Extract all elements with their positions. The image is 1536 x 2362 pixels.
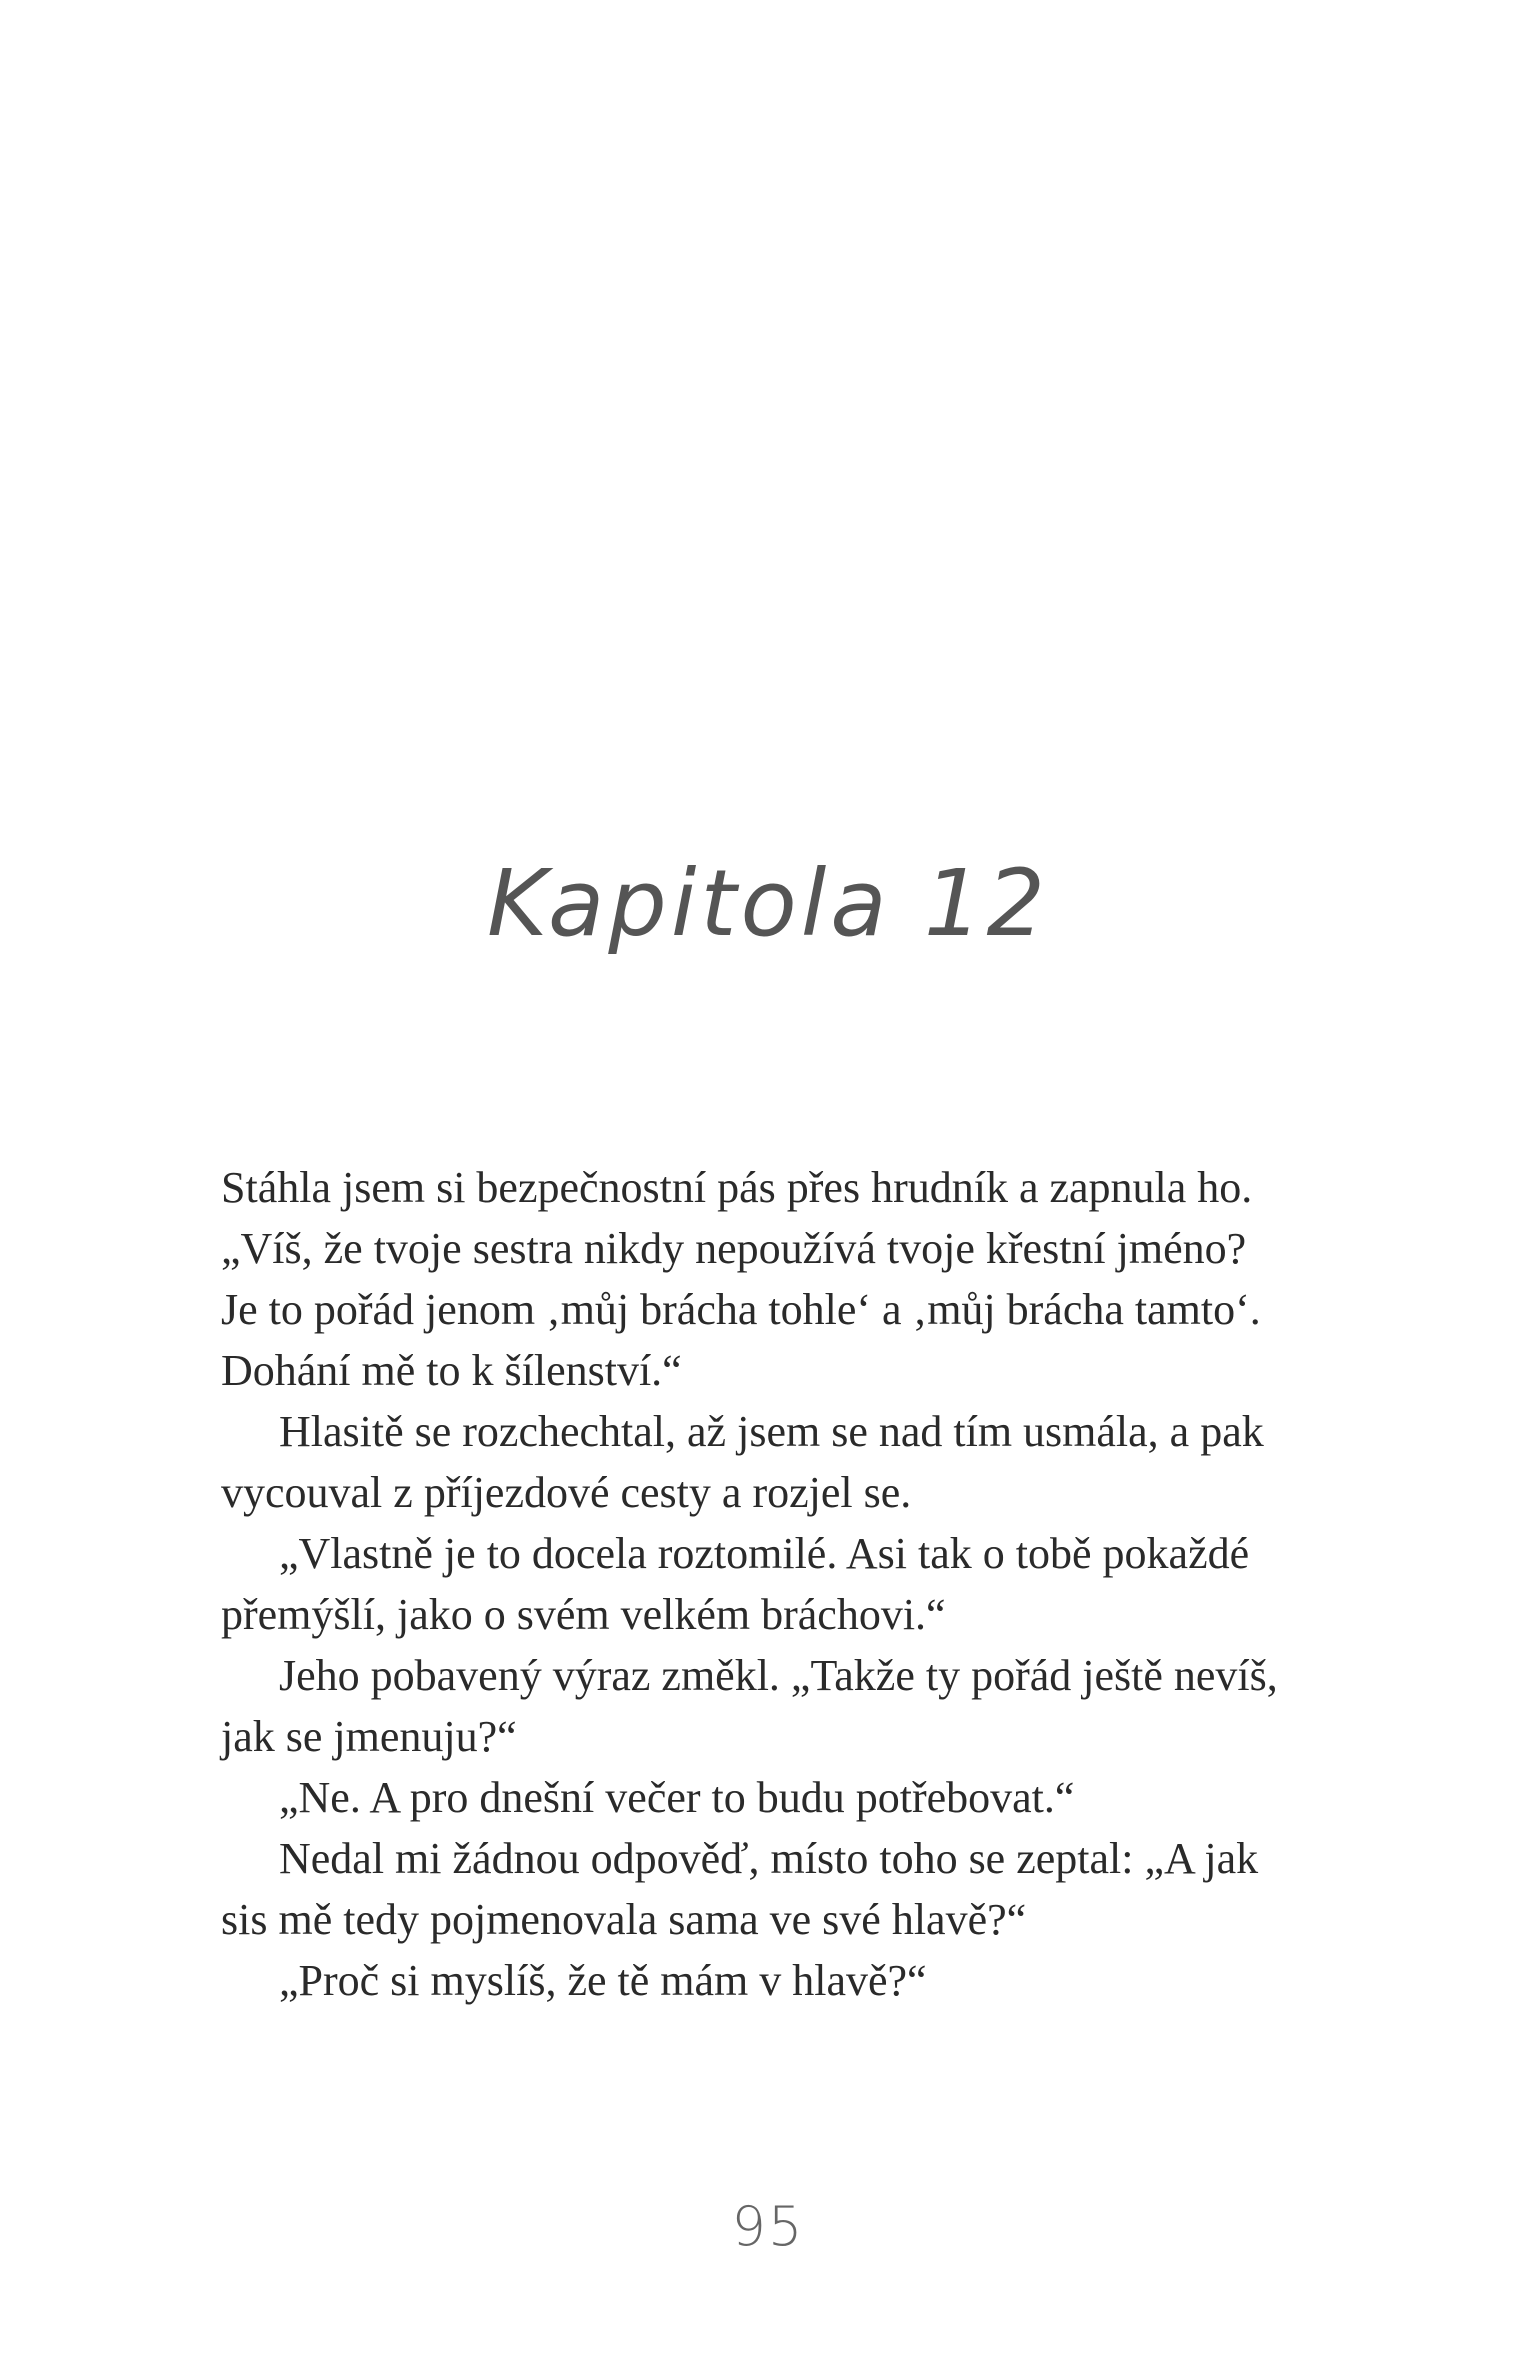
page-number: 95: [731, 2195, 805, 2258]
text-line: Hlasitě se rozchechtal, až jsem se nad tím usmála, a pak: [279, 1407, 1264, 1456]
text-line: „Ne. A pro dnešní večer to budu potřebovat.“: [279, 1773, 1075, 1822]
chapter-title: Kapitola 12: [487, 850, 1049, 957]
text-line: vycouval z příjezdové cesty a rozjel se.: [221, 1468, 912, 1517]
text-line: Nedal mi žádnou odpověď, místo toho se zeptal: „A jak: [279, 1834, 1259, 1883]
text-line: sis mě tedy pojmenovala sama ve své hlavě?“: [221, 1895, 1027, 1944]
text-line: Jeho pobavený výraz změkl. „Takže ty pořád ještě nevíš,: [279, 1651, 1278, 1700]
text-line: Dohání mě to k šílenství.“: [221, 1346, 682, 1395]
text-line: Stáhla jsem si bezpečnostní pás přes hrudník a zapnula ho.: [221, 1163, 1253, 1212]
text-line: Je to pořád jenom ‚můj brácha tohle‘ a ‚můj brácha tamto‘.: [221, 1285, 1261, 1334]
text-line: „Proč si myslíš, že tě mám v hlavě?“: [279, 1956, 927, 2005]
text-line: jak se jmenuju?“: [221, 1712, 517, 1761]
text-line: „Víš, že tvoje sestra nikdy nepoužívá tvoje křestní jméno?: [221, 1224, 1247, 1273]
text-line: „Vlastně je to docela roztomilé. Asi tak o tobě pokaždé: [279, 1529, 1250, 1578]
text-line: přemýšlí, jako o svém velkém bráchovi.“: [221, 1590, 946, 1639]
body-text: [221, 1157, 1341, 2011]
